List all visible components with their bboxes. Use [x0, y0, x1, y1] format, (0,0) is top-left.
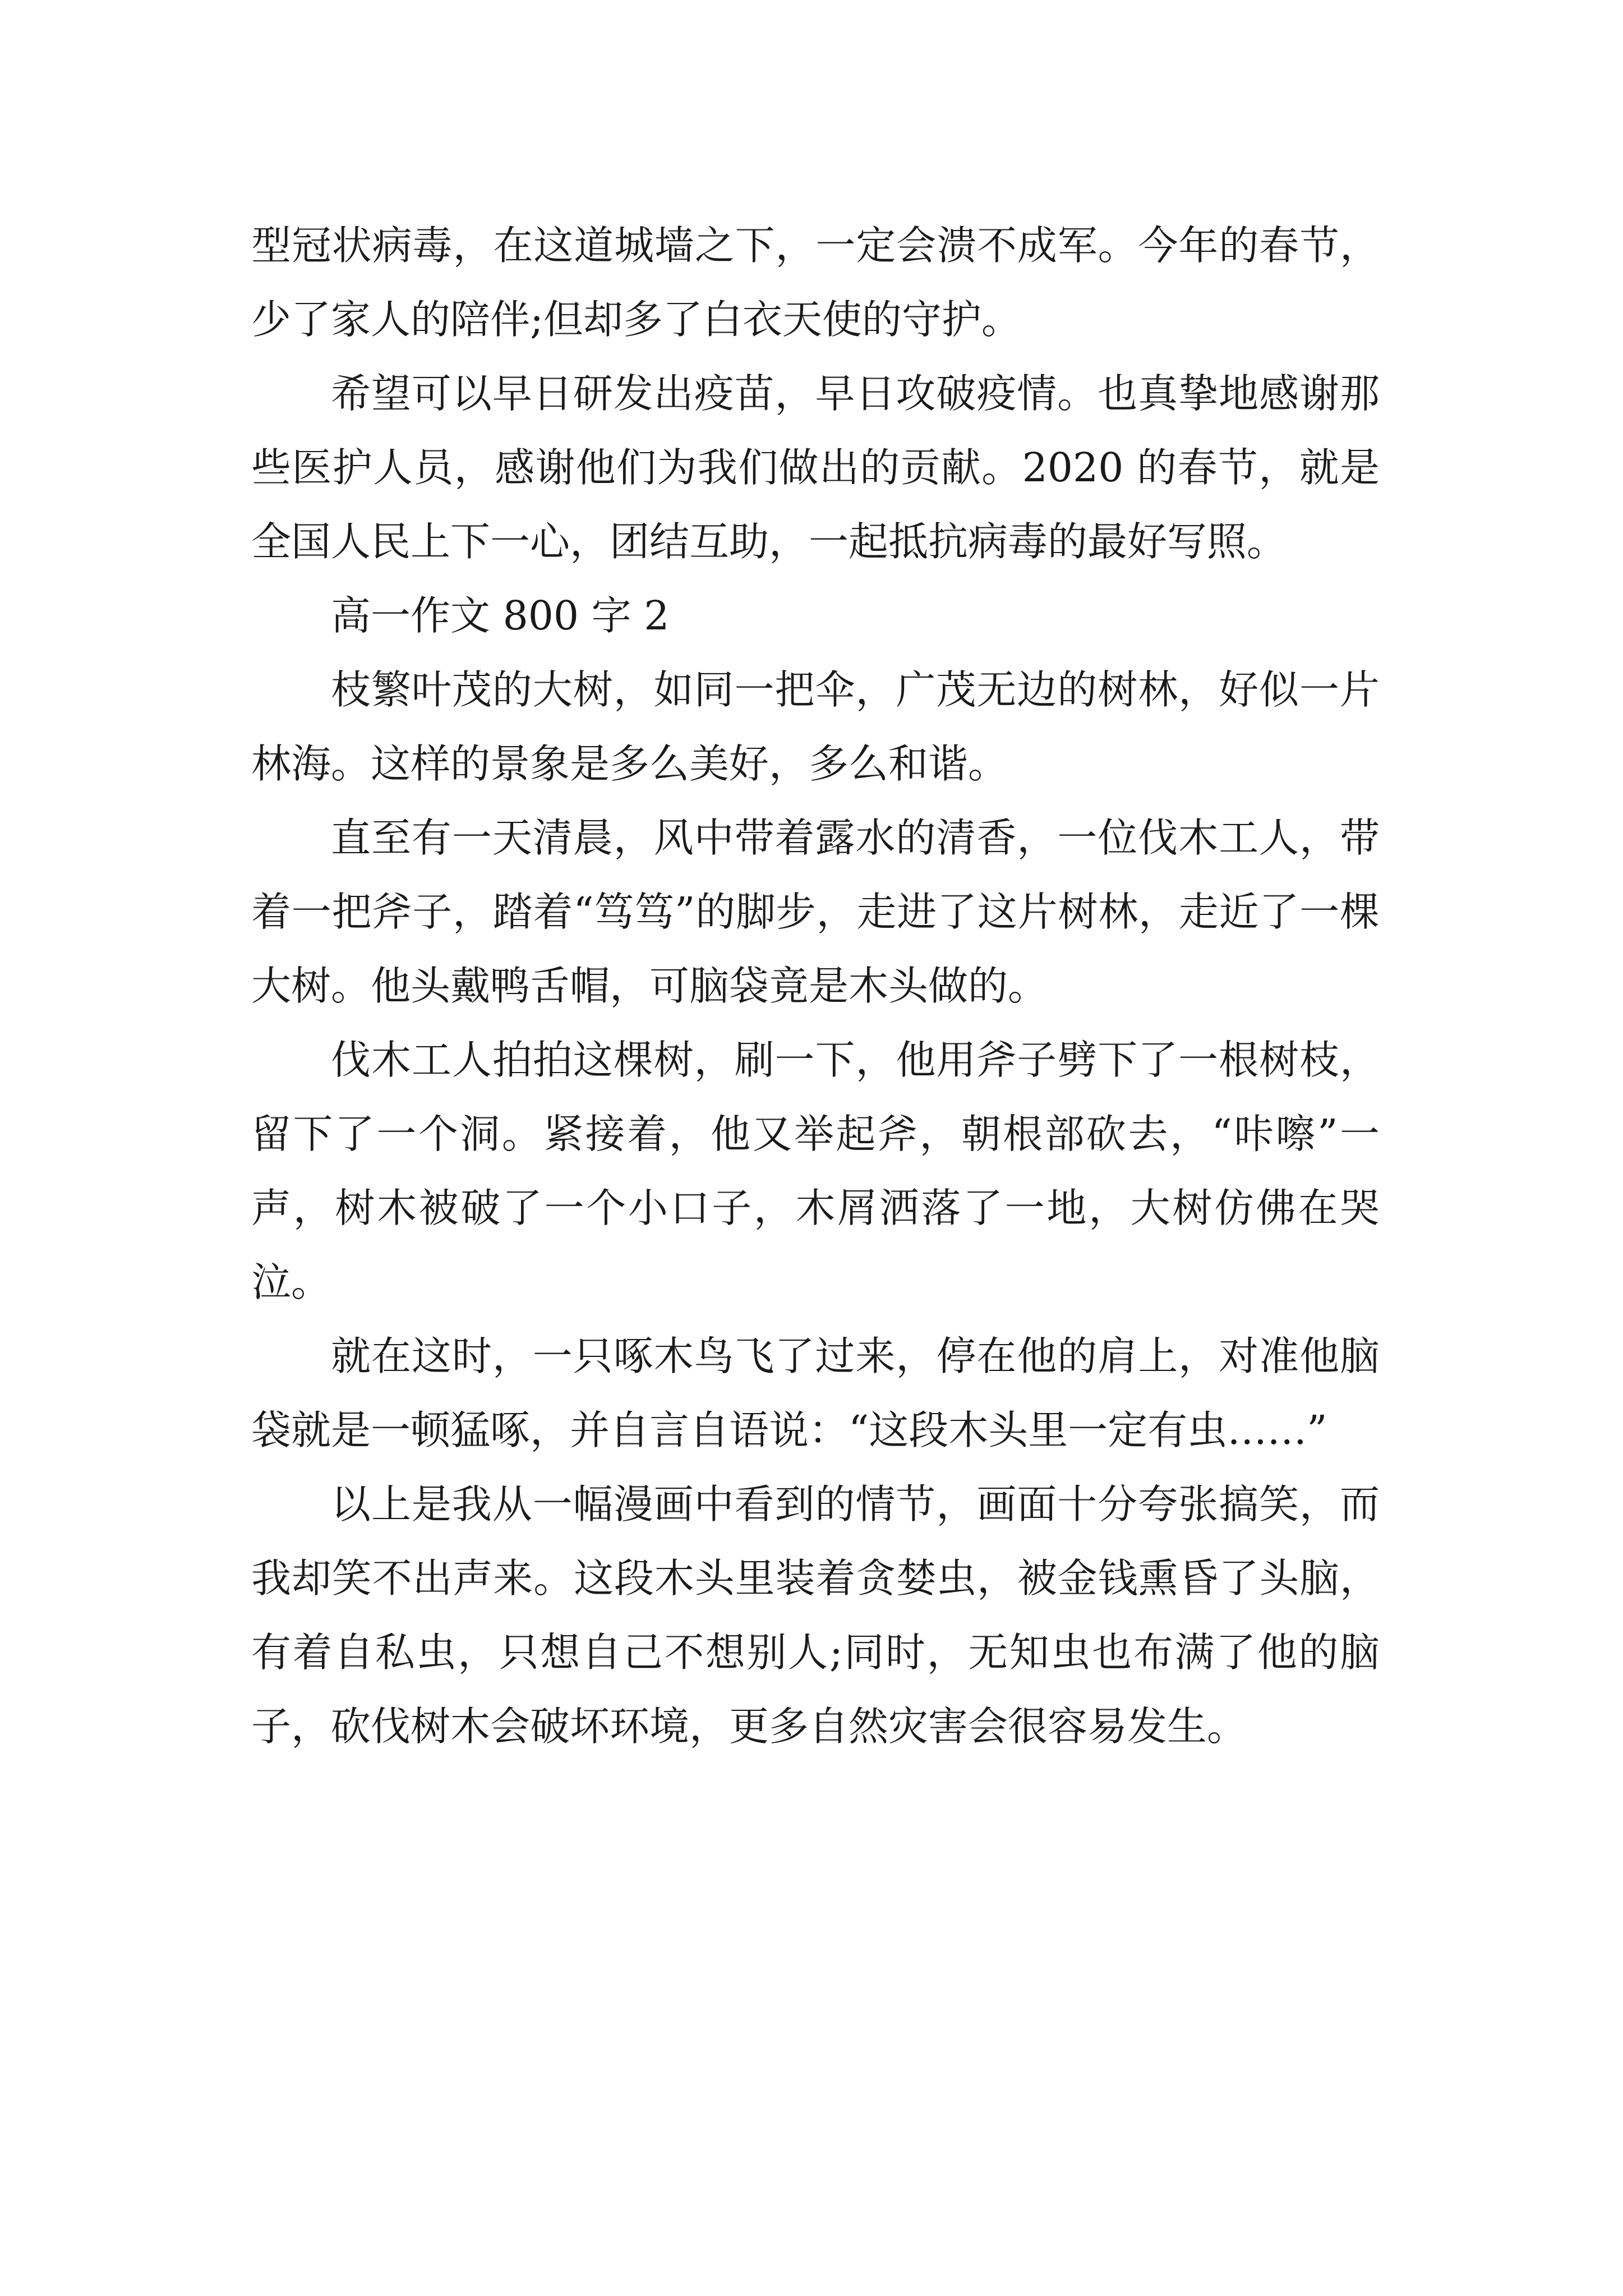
- section-heading: 高一作文 800 字 2: [331, 592, 670, 639]
- paragraph: 就在这时，一只啄木鸟飞了过来，停在他的肩上，对准他脑袋就是一顿猛啄，并自言自语说：“这段木头里一定有虫……”: [251, 1333, 1380, 1453]
- paragraph: 伐木工人拍拍这棵树，刷一下，他用斧子劈下了一根树枝，留下了一个洞。紧接着，他又举起斧，朝根部砍去，“咔嚓”一声，树木被破了一个小口子，木屑洒落了一地，大树仿佛在哭泣。: [251, 1037, 1380, 1305]
- paragraph: 枝繁叶茂的大树，如同一把伞，广茂无边的树林，好似一片林海。这样的景象是多么美好，多么和谐。: [251, 666, 1380, 787]
- paragraph: 型冠状病毒，在这道城墙之下，一定会溃不成军。今年的春节，少了家人的陪伴;但却多了白衣天使的守护。: [251, 222, 1380, 343]
- document-body: [251, 209, 1380, 1764]
- paragraph: 以上是我从一幅漫画中看到的情节，画面十分夸张搞笑，而我却笑不出声来。这段木头里装着贪婪虫，被金钱熏昏了头脑，有着自私虫，只想自己不想别人;同时，无知虫也布满了他的脑子，砍伐树木会破坏环境，更多自然灾害会很容易发生。: [251, 1481, 1380, 1750]
- paragraph: 希望可以早日研发出疫苗，早日攻破疫情。也真挚地感谢那些医护人员，感谢他们为我们做出的贡献。2020 的春节，就是全国人民上下一心，团结互助，一起抵抗病毒的最好写照。: [251, 370, 1380, 565]
- paragraph: 直至有一天清晨，风中带着露水的清香，一位伐木工人，带着一把斧子，踏着“笃笃”的脚步，走进了这片树林，走近了一棵大树。他头戴鸭舌帽，可脑袋竟是木头做的。: [251, 815, 1380, 1009]
